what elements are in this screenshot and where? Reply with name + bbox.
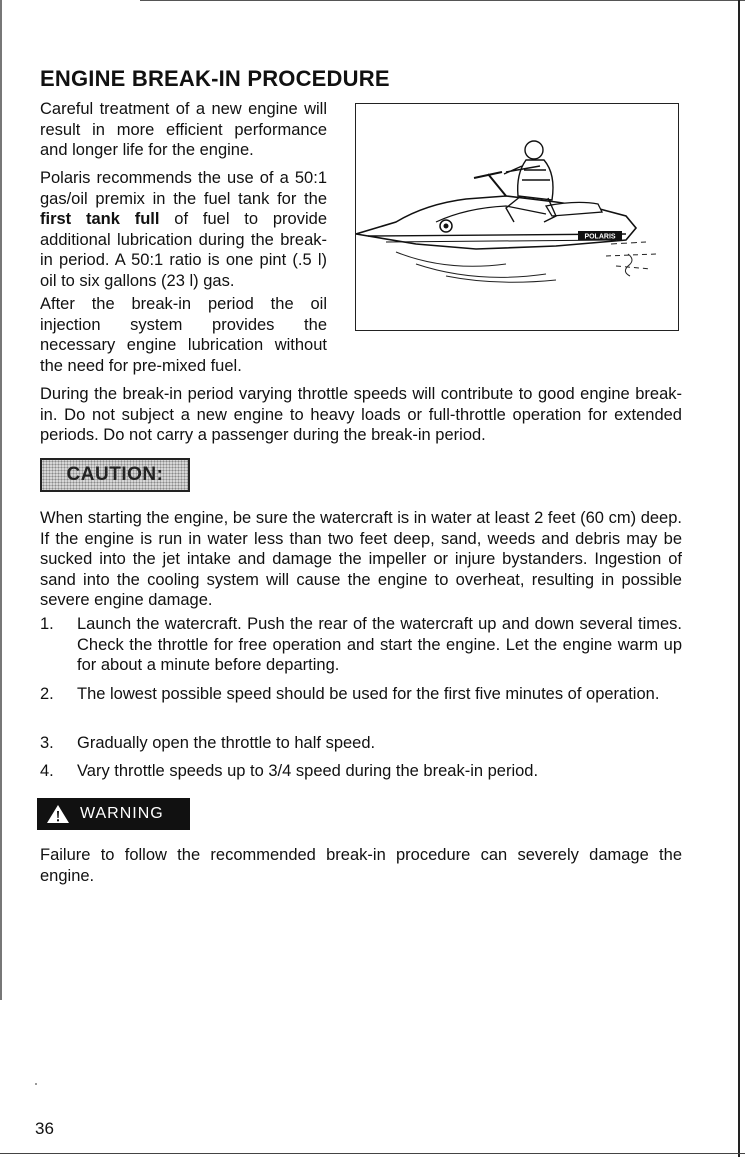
- step-text: Gradually open the throttle to half speed.: [77, 734, 376, 752]
- page-edge-top: [140, 0, 745, 1]
- page-edge-bottom: [0, 1153, 745, 1154]
- step-number: 4.: [40, 762, 54, 780]
- step-1: [40, 614, 682, 676]
- watercraft-drawing: [356, 104, 677, 329]
- step-number: 3.: [40, 734, 54, 752]
- intro-paragraph-2-tail: of fuel to provide additional lubrication during the break-in period. A 50:1 ratio is one pint (.5 l) oil to six gallons (23 l) gas.: [40, 210, 327, 290]
- page-edge-right: [738, 0, 740, 1157]
- caution-text: When starting the engine, be sure the watercraft is in water at least 2 feet (60 cm) deep. If the engine is run in water less than two feet deep, sand, weeds and debris may be sucked into the jet intake and damage the impeller or injure bystanders. Ingestion of sand into the cooling system will cause the engine to overheat, resulting in possible severe engine damage.: [40, 509, 682, 609]
- water-wake: [396, 242, 656, 282]
- warning-label-text: WARNING: [80, 805, 164, 822]
- page-title: ENGINE BREAK-IN PROCEDURE: [40, 66, 390, 91]
- break-in-paragraph: During the break-in period varying throttle speeds will contribute to good engine break-in. Do not subject a new engine to heavy loads or full-throttle operation for extended periods. Do not carry a passenger during the break-in period.: [40, 385, 682, 444]
- step-text: Launch the watercraft. Push the rear of the watercraft up and down several times. Check the throttle for free operation and start the engine. Let the engine warm up for about a minute before departing.: [77, 615, 682, 674]
- intro-paragraph-2: [40, 168, 327, 291]
- step-3: [40, 733, 682, 754]
- caution-label: CAUTION:: [40, 458, 190, 492]
- intro-paragraph-2-lead: Polaris recommends the use of a 50:1 gas/oil premix in the fuel tank for the: [40, 169, 327, 208]
- step-text: Vary throttle speeds up to 3/4 speed during the break-in period.: [77, 762, 539, 780]
- step-text: The lowest possible speed should be used for the first five minutes of operation.: [77, 685, 660, 703]
- warning-label: [37, 798, 190, 830]
- step-2: [40, 684, 682, 705]
- handlebar: [474, 172, 506, 196]
- step-number: 1.: [40, 615, 54, 633]
- step-4: [40, 761, 682, 782]
- hull-logo: POLARIS: [584, 233, 616, 241]
- warning-triangle-icon: [46, 804, 70, 824]
- watercraft-illustration: [355, 103, 679, 331]
- intro-paragraph-3: After the break-in period the oil injection system provides the necessary engine lubrication without the need for pre-mixed fuel.: [40, 295, 327, 375]
- print-speck: [35, 1083, 37, 1085]
- warning-text: Failure to follow the recommended break-in procedure can severely damage the engine.: [40, 846, 682, 885]
- first-tank-full-emphasis: first tank full: [40, 210, 160, 228]
- page-number: 36: [35, 1119, 54, 1138]
- intro-paragraph-1: Careful treatment of a new engine will result in more efficient performance and longer life for the engine.: [40, 100, 327, 159]
- step-number: 2.: [40, 685, 54, 703]
- page-edge-left: [0, 0, 2, 1000]
